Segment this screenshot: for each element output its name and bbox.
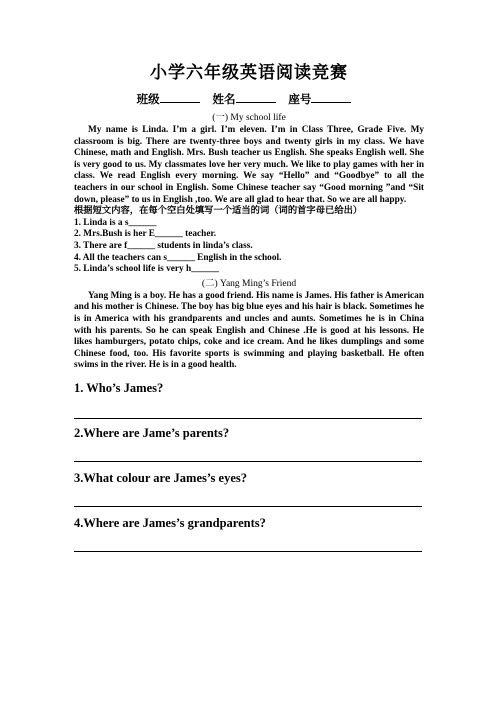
fill-question: 2. Mrs.Bush is her E______ teacher. — [74, 229, 217, 240]
name-label: 姓名 — [212, 94, 236, 106]
section2-title: (二) Yang Ming’s Friend — [201, 278, 297, 289]
exam-page — [74, 62, 424, 552]
fill-question: 5. Linda’s school life is very h______ — [74, 264, 220, 275]
fill-question: 3. There are f______ students in linda’s class. — [74, 240, 253, 251]
answer-line[interactable] — [74, 506, 422, 507]
section2-passage: Yang Ming is a boy. He has a good friend. His name is James. His father is American and his mother is Chinese. The boy has big blue eyes and his hair is black. Sometimes he is in America with his grandparents and uncles and aunts. Sometimes he is in China with his parents. So he can speak English and Chinese .He is good at his lessons. He likes hamburgers, potato chips, coke and ice cream. And he likes dumplings and some Chinese food, too. His favorite sports is swimming and playing basketball. He often swims in the river. He is in a good health. — [74, 290, 424, 371]
fill-question: 1. Linda is a s______ — [74, 217, 157, 228]
class-blank[interactable] — [160, 92, 200, 103]
open-question: 3.What colour are James’s eyes? — [74, 470, 248, 485]
section1-instruction: 根据短文内容，在每个空白处填写一个适当的词（词的首字母已给出） — [74, 206, 363, 217]
class-label: 班级 — [136, 94, 160, 106]
seat-label: 座号 — [288, 94, 312, 106]
fill-question: 4. All the teachers can s______ English in the school. — [74, 252, 282, 263]
student-info-row — [74, 92, 424, 107]
answer-line[interactable] — [74, 418, 422, 419]
open-question: 2.Where are Jame’s parents? — [74, 425, 230, 440]
open-question: 1. Who’s James? — [74, 380, 164, 395]
section1-question-list — [74, 218, 424, 276]
open-question: 4.Where are James’s grandparents? — [74, 515, 266, 530]
answer-line[interactable] — [74, 461, 422, 462]
answer-line[interactable] — [74, 551, 422, 552]
section1-title: (一) My school life — [212, 113, 286, 123]
name-blank[interactable] — [236, 92, 276, 103]
exam-title: 小学六年级英语阅读竞赛 — [150, 63, 348, 82]
seat-blank[interactable] — [311, 92, 351, 103]
section1-passage: My name is Linda. I’m a girl. I’m eleven. I’m in Class Three, Grade Five. My classroom is big. There are twenty-three boys and twenty girls in my class. We have Chinese, math and English. Mrs. Bush teacher us English. She speaks English well. She is very good to us. My classmates love her very much. We like to play games with her in class. We read English every morning. We say “Hello” and “Goodbye” to all the teachers in our school in English. Some Chinese teacher say “Good morning ”and “Sit down, please” to us in English ,too. We are all glad to hear that. So we are all happy. — [74, 125, 424, 205]
